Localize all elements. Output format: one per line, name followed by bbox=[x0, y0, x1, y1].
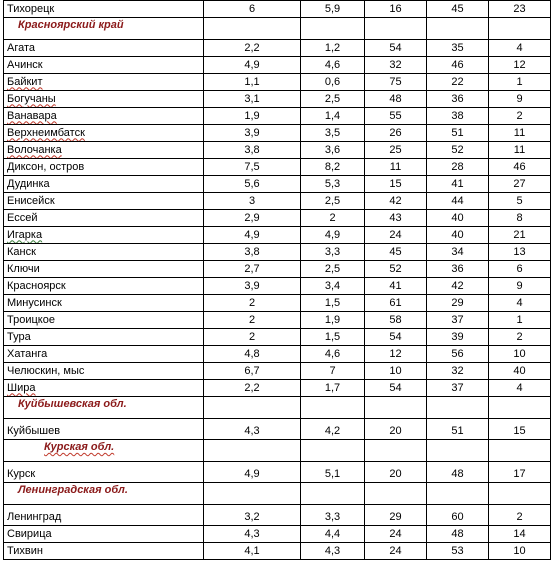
empty-cell bbox=[489, 483, 551, 505]
table-row bbox=[4, 159, 551, 176]
table-row bbox=[4, 176, 551, 193]
value-cell-2: 4,3 bbox=[301, 543, 365, 560]
value-cell-5: 17 bbox=[489, 462, 551, 483]
value-cell-3: 20 bbox=[365, 462, 427, 483]
value-cell-3: 24 bbox=[365, 227, 427, 244]
value-cell-5: 10 bbox=[489, 543, 551, 560]
empty-cell bbox=[365, 440, 427, 462]
station-name: Ленинград bbox=[7, 511, 62, 523]
station-name: Игарка bbox=[7, 228, 43, 241]
value-cell-1: 1,1 bbox=[204, 74, 301, 91]
station-name-cell bbox=[4, 312, 204, 329]
region-header-row bbox=[4, 18, 551, 40]
empty-cell bbox=[427, 440, 489, 462]
value-cell-5: 2 bbox=[489, 108, 551, 125]
station-name: Троицкое bbox=[7, 313, 55, 326]
value-cell-2: 2,5 bbox=[301, 91, 365, 108]
station-name: Богучаны bbox=[7, 92, 56, 105]
value-cell-2: 4,6 bbox=[301, 346, 365, 363]
value-cell-3: 54 bbox=[365, 329, 427, 346]
station-name: Тихорецк bbox=[7, 2, 55, 15]
value-cell-5: 9 bbox=[489, 91, 551, 108]
station-name-cell bbox=[4, 91, 204, 108]
value-cell-5: 46 bbox=[489, 159, 551, 176]
region-header-row bbox=[4, 440, 551, 462]
value-cell-2: 5,1 bbox=[301, 462, 365, 483]
value-cell-5: 10 bbox=[489, 346, 551, 363]
station-name-cell bbox=[4, 193, 204, 210]
empty-cell bbox=[365, 397, 427, 419]
empty-cell bbox=[204, 18, 301, 40]
station-name-cell bbox=[4, 1, 204, 18]
station-name: Ванавара bbox=[7, 109, 57, 122]
value-cell-4: 36 bbox=[427, 91, 489, 108]
region-name-text: Курская обл. bbox=[44, 441, 115, 453]
value-cell-1: 2 bbox=[204, 312, 301, 329]
value-cell-5: 1 bbox=[489, 312, 551, 329]
value-cell-2: 4,9 bbox=[301, 227, 365, 244]
value-cell-3: 11 bbox=[365, 159, 427, 176]
empty-cell bbox=[427, 483, 489, 505]
value-cell-3: 61 bbox=[365, 295, 427, 312]
station-name: Тихвин bbox=[7, 544, 43, 557]
table-row bbox=[4, 419, 551, 440]
value-cell-1: 2,9 bbox=[204, 210, 301, 227]
value-cell-4: 41 bbox=[427, 176, 489, 193]
value-cell-3: 26 bbox=[365, 125, 427, 142]
table-row bbox=[4, 193, 551, 210]
station-name-cell bbox=[4, 543, 204, 560]
value-cell-1: 2,2 bbox=[204, 380, 301, 397]
empty-cell bbox=[301, 440, 365, 462]
station-name: Минусинск bbox=[7, 296, 62, 309]
value-cell-3: 10 bbox=[365, 363, 427, 380]
value-cell-5: 5 bbox=[489, 193, 551, 210]
station-name-cell bbox=[4, 462, 204, 483]
value-cell-3: 24 bbox=[365, 543, 427, 560]
station-name: Курск bbox=[7, 468, 36, 480]
empty-cell bbox=[301, 397, 365, 419]
value-cell-1: 2 bbox=[204, 329, 301, 346]
station-name-cell bbox=[4, 227, 204, 244]
value-cell-2: 4,4 bbox=[301, 526, 365, 543]
value-cell-4: 36 bbox=[427, 261, 489, 278]
station-name: Ессей bbox=[7, 211, 38, 224]
table-row bbox=[4, 329, 551, 346]
station-name: Свирица bbox=[7, 527, 52, 540]
value-cell-1: 7,5 bbox=[204, 159, 301, 176]
station-name-cell bbox=[4, 210, 204, 227]
table-row bbox=[4, 244, 551, 261]
station-name-cell bbox=[4, 142, 204, 159]
value-cell-3: 41 bbox=[365, 278, 427, 295]
value-cell-4: 38 bbox=[427, 108, 489, 125]
value-cell-2: 0,6 bbox=[301, 74, 365, 91]
climate-data-table bbox=[3, 0, 551, 560]
value-cell-4: 39 bbox=[427, 329, 489, 346]
table-row bbox=[4, 278, 551, 295]
station-name-cell bbox=[4, 346, 204, 363]
empty-cell bbox=[301, 483, 365, 505]
region-name-text: Красноярский край bbox=[18, 19, 124, 31]
station-name-cell bbox=[4, 244, 204, 261]
value-cell-2: 3,3 bbox=[301, 505, 365, 526]
station-name-cell bbox=[4, 176, 204, 193]
table-row bbox=[4, 312, 551, 329]
value-cell-4: 37 bbox=[427, 312, 489, 329]
value-cell-5: 4 bbox=[489, 40, 551, 57]
value-cell-1: 3 bbox=[204, 193, 301, 210]
station-name: Челюскин, мыс bbox=[7, 364, 85, 377]
value-cell-1: 3,8 bbox=[204, 244, 301, 261]
station-name-cell bbox=[4, 108, 204, 125]
value-cell-3: 43 bbox=[365, 210, 427, 227]
value-cell-5: 23 bbox=[489, 1, 551, 18]
value-cell-1: 4,3 bbox=[204, 526, 301, 543]
value-cell-5: 2 bbox=[489, 329, 551, 346]
value-cell-4: 53 bbox=[427, 543, 489, 560]
value-cell-2: 3,6 bbox=[301, 142, 365, 159]
region-header-row bbox=[4, 483, 551, 505]
table-row bbox=[4, 210, 551, 227]
value-cell-4: 44 bbox=[427, 193, 489, 210]
value-cell-1: 3,9 bbox=[204, 278, 301, 295]
value-cell-3: 75 bbox=[365, 74, 427, 91]
table-row bbox=[4, 295, 551, 312]
value-cell-3: 55 bbox=[365, 108, 427, 125]
value-cell-4: 48 bbox=[427, 526, 489, 543]
value-cell-4: 48 bbox=[427, 462, 489, 483]
region-name-text: Ленинградская обл. bbox=[18, 484, 128, 496]
value-cell-4: 29 bbox=[427, 295, 489, 312]
value-cell-4: 60 bbox=[427, 505, 489, 526]
region-name bbox=[4, 397, 204, 419]
station-name: Верхнеимбатск bbox=[7, 126, 85, 139]
value-cell-3: 54 bbox=[365, 380, 427, 397]
value-cell-1: 6 bbox=[204, 1, 301, 18]
table-row bbox=[4, 74, 551, 91]
table-row bbox=[4, 543, 551, 560]
empty-cell bbox=[427, 397, 489, 419]
value-cell-4: 56 bbox=[427, 346, 489, 363]
value-cell-4: 51 bbox=[427, 419, 489, 440]
station-name: Шира bbox=[7, 381, 36, 394]
value-cell-5: 12 bbox=[489, 57, 551, 74]
empty-cell bbox=[204, 483, 301, 505]
station-name-cell bbox=[4, 380, 204, 397]
value-cell-3: 42 bbox=[365, 193, 427, 210]
table-body bbox=[4, 1, 551, 560]
station-name: Тура bbox=[7, 330, 31, 343]
value-cell-3: 12 bbox=[365, 346, 427, 363]
station-name-cell bbox=[4, 505, 204, 526]
value-cell-4: 37 bbox=[427, 380, 489, 397]
station-name: Волочанка bbox=[7, 143, 62, 156]
value-cell-3: 24 bbox=[365, 526, 427, 543]
value-cell-2: 2,5 bbox=[301, 261, 365, 278]
value-cell-5: 9 bbox=[489, 278, 551, 295]
station-name-cell bbox=[4, 295, 204, 312]
station-name-cell bbox=[4, 278, 204, 295]
station-name: Хатанга bbox=[7, 347, 48, 360]
region-name bbox=[4, 483, 204, 505]
station-name: Дудинка bbox=[7, 177, 50, 190]
table-row bbox=[4, 40, 551, 57]
value-cell-2: 3,4 bbox=[301, 278, 365, 295]
value-cell-1: 3,1 bbox=[204, 91, 301, 108]
value-cell-1: 3,2 bbox=[204, 505, 301, 526]
value-cell-3: 54 bbox=[365, 40, 427, 57]
table-row bbox=[4, 91, 551, 108]
station-name-cell bbox=[4, 159, 204, 176]
station-name-cell bbox=[4, 125, 204, 142]
value-cell-1: 2,7 bbox=[204, 261, 301, 278]
value-cell-4: 40 bbox=[427, 210, 489, 227]
station-name: Енисейск bbox=[7, 194, 55, 207]
value-cell-3: 32 bbox=[365, 57, 427, 74]
station-name: Ачинск bbox=[7, 58, 43, 71]
table-row bbox=[4, 261, 551, 278]
value-cell-2: 2 bbox=[301, 210, 365, 227]
value-cell-5: 13 bbox=[489, 244, 551, 261]
value-cell-4: 35 bbox=[427, 40, 489, 57]
value-cell-5: 11 bbox=[489, 142, 551, 159]
empty-cell bbox=[365, 483, 427, 505]
station-name-cell bbox=[4, 526, 204, 543]
empty-cell bbox=[365, 18, 427, 40]
value-cell-3: 58 bbox=[365, 312, 427, 329]
value-cell-4: 45 bbox=[427, 1, 489, 18]
table-row bbox=[4, 57, 551, 74]
value-cell-4: 32 bbox=[427, 363, 489, 380]
station-name-cell bbox=[4, 57, 204, 74]
value-cell-5: 14 bbox=[489, 526, 551, 543]
empty-cell bbox=[204, 397, 301, 419]
value-cell-4: 52 bbox=[427, 142, 489, 159]
value-cell-1: 4,9 bbox=[204, 227, 301, 244]
station-name: Байкит bbox=[7, 75, 43, 88]
value-cell-3: 45 bbox=[365, 244, 427, 261]
value-cell-1: 3,8 bbox=[204, 142, 301, 159]
station-name-cell bbox=[4, 261, 204, 278]
station-name: Куйбышев bbox=[7, 425, 61, 437]
region-name bbox=[4, 18, 204, 40]
value-cell-5: 11 bbox=[489, 125, 551, 142]
value-cell-2: 4,2 bbox=[301, 419, 365, 440]
table-row bbox=[4, 526, 551, 543]
value-cell-1: 4,8 bbox=[204, 346, 301, 363]
table-row bbox=[4, 108, 551, 125]
value-cell-5: 2 bbox=[489, 505, 551, 526]
value-cell-5: 21 bbox=[489, 227, 551, 244]
value-cell-5: 15 bbox=[489, 419, 551, 440]
station-name: Канск bbox=[7, 245, 36, 258]
value-cell-1: 2 bbox=[204, 295, 301, 312]
empty-cell bbox=[489, 18, 551, 40]
value-cell-2: 4,6 bbox=[301, 57, 365, 74]
value-cell-5: 4 bbox=[489, 295, 551, 312]
region-name bbox=[4, 440, 204, 462]
station-name: Красноярск bbox=[7, 279, 66, 292]
value-cell-1: 4,3 bbox=[204, 419, 301, 440]
empty-cell bbox=[301, 18, 365, 40]
value-cell-1: 3,9 bbox=[204, 125, 301, 142]
value-cell-3: 48 bbox=[365, 91, 427, 108]
table-row bbox=[4, 462, 551, 483]
value-cell-4: 46 bbox=[427, 57, 489, 74]
table-row bbox=[4, 363, 551, 380]
value-cell-4: 42 bbox=[427, 278, 489, 295]
value-cell-2: 3,3 bbox=[301, 244, 365, 261]
value-cell-3: 29 bbox=[365, 505, 427, 526]
value-cell-5: 4 bbox=[489, 380, 551, 397]
value-cell-1: 4,9 bbox=[204, 57, 301, 74]
value-cell-5: 1 bbox=[489, 74, 551, 91]
value-cell-4: 34 bbox=[427, 244, 489, 261]
table-row bbox=[4, 227, 551, 244]
value-cell-2: 5,3 bbox=[301, 176, 365, 193]
table-row bbox=[4, 380, 551, 397]
value-cell-2: 3,5 bbox=[301, 125, 365, 142]
empty-cell bbox=[427, 18, 489, 40]
value-cell-5: 8 bbox=[489, 210, 551, 227]
station-name-cell bbox=[4, 419, 204, 440]
table-row bbox=[4, 346, 551, 363]
value-cell-5: 40 bbox=[489, 363, 551, 380]
value-cell-2: 7 bbox=[301, 363, 365, 380]
value-cell-1: 2,2 bbox=[204, 40, 301, 57]
station-name-cell bbox=[4, 40, 204, 57]
value-cell-1: 1,9 bbox=[204, 108, 301, 125]
station-name: Диксон, остров bbox=[7, 160, 85, 173]
value-cell-2: 8,2 bbox=[301, 159, 365, 176]
value-cell-1: 4,1 bbox=[204, 543, 301, 560]
value-cell-3: 20 bbox=[365, 419, 427, 440]
table-row bbox=[4, 142, 551, 159]
empty-cell bbox=[204, 440, 301, 462]
value-cell-4: 28 bbox=[427, 159, 489, 176]
value-cell-2: 2,5 bbox=[301, 193, 365, 210]
value-cell-2: 1,5 bbox=[301, 295, 365, 312]
value-cell-3: 52 bbox=[365, 261, 427, 278]
value-cell-2: 1,4 bbox=[301, 108, 365, 125]
value-cell-4: 22 bbox=[427, 74, 489, 91]
table-row bbox=[4, 505, 551, 526]
value-cell-5: 27 bbox=[489, 176, 551, 193]
value-cell-2: 5,9 bbox=[301, 1, 365, 18]
table-row bbox=[4, 125, 551, 142]
value-cell-2: 1,9 bbox=[301, 312, 365, 329]
station-name: Ключи bbox=[7, 262, 40, 275]
value-cell-2: 1,5 bbox=[301, 329, 365, 346]
value-cell-4: 40 bbox=[427, 227, 489, 244]
value-cell-1: 6,7 bbox=[204, 363, 301, 380]
value-cell-5: 6 bbox=[489, 261, 551, 278]
value-cell-3: 16 bbox=[365, 1, 427, 18]
station-name: Агата bbox=[7, 41, 36, 54]
region-header-row bbox=[4, 397, 551, 419]
station-name-cell bbox=[4, 329, 204, 346]
value-cell-2: 1,2 bbox=[301, 40, 365, 57]
value-cell-4: 51 bbox=[427, 125, 489, 142]
value-cell-3: 15 bbox=[365, 176, 427, 193]
value-cell-1: 4,9 bbox=[204, 462, 301, 483]
value-cell-3: 25 bbox=[365, 142, 427, 159]
station-name-cell bbox=[4, 363, 204, 380]
table-row bbox=[4, 1, 551, 18]
value-cell-2: 1,7 bbox=[301, 380, 365, 397]
empty-cell bbox=[489, 397, 551, 419]
empty-cell bbox=[489, 440, 551, 462]
region-name-text: Куйбышевская обл. bbox=[18, 398, 127, 410]
station-name-cell bbox=[4, 74, 204, 91]
value-cell-1: 5,6 bbox=[204, 176, 301, 193]
